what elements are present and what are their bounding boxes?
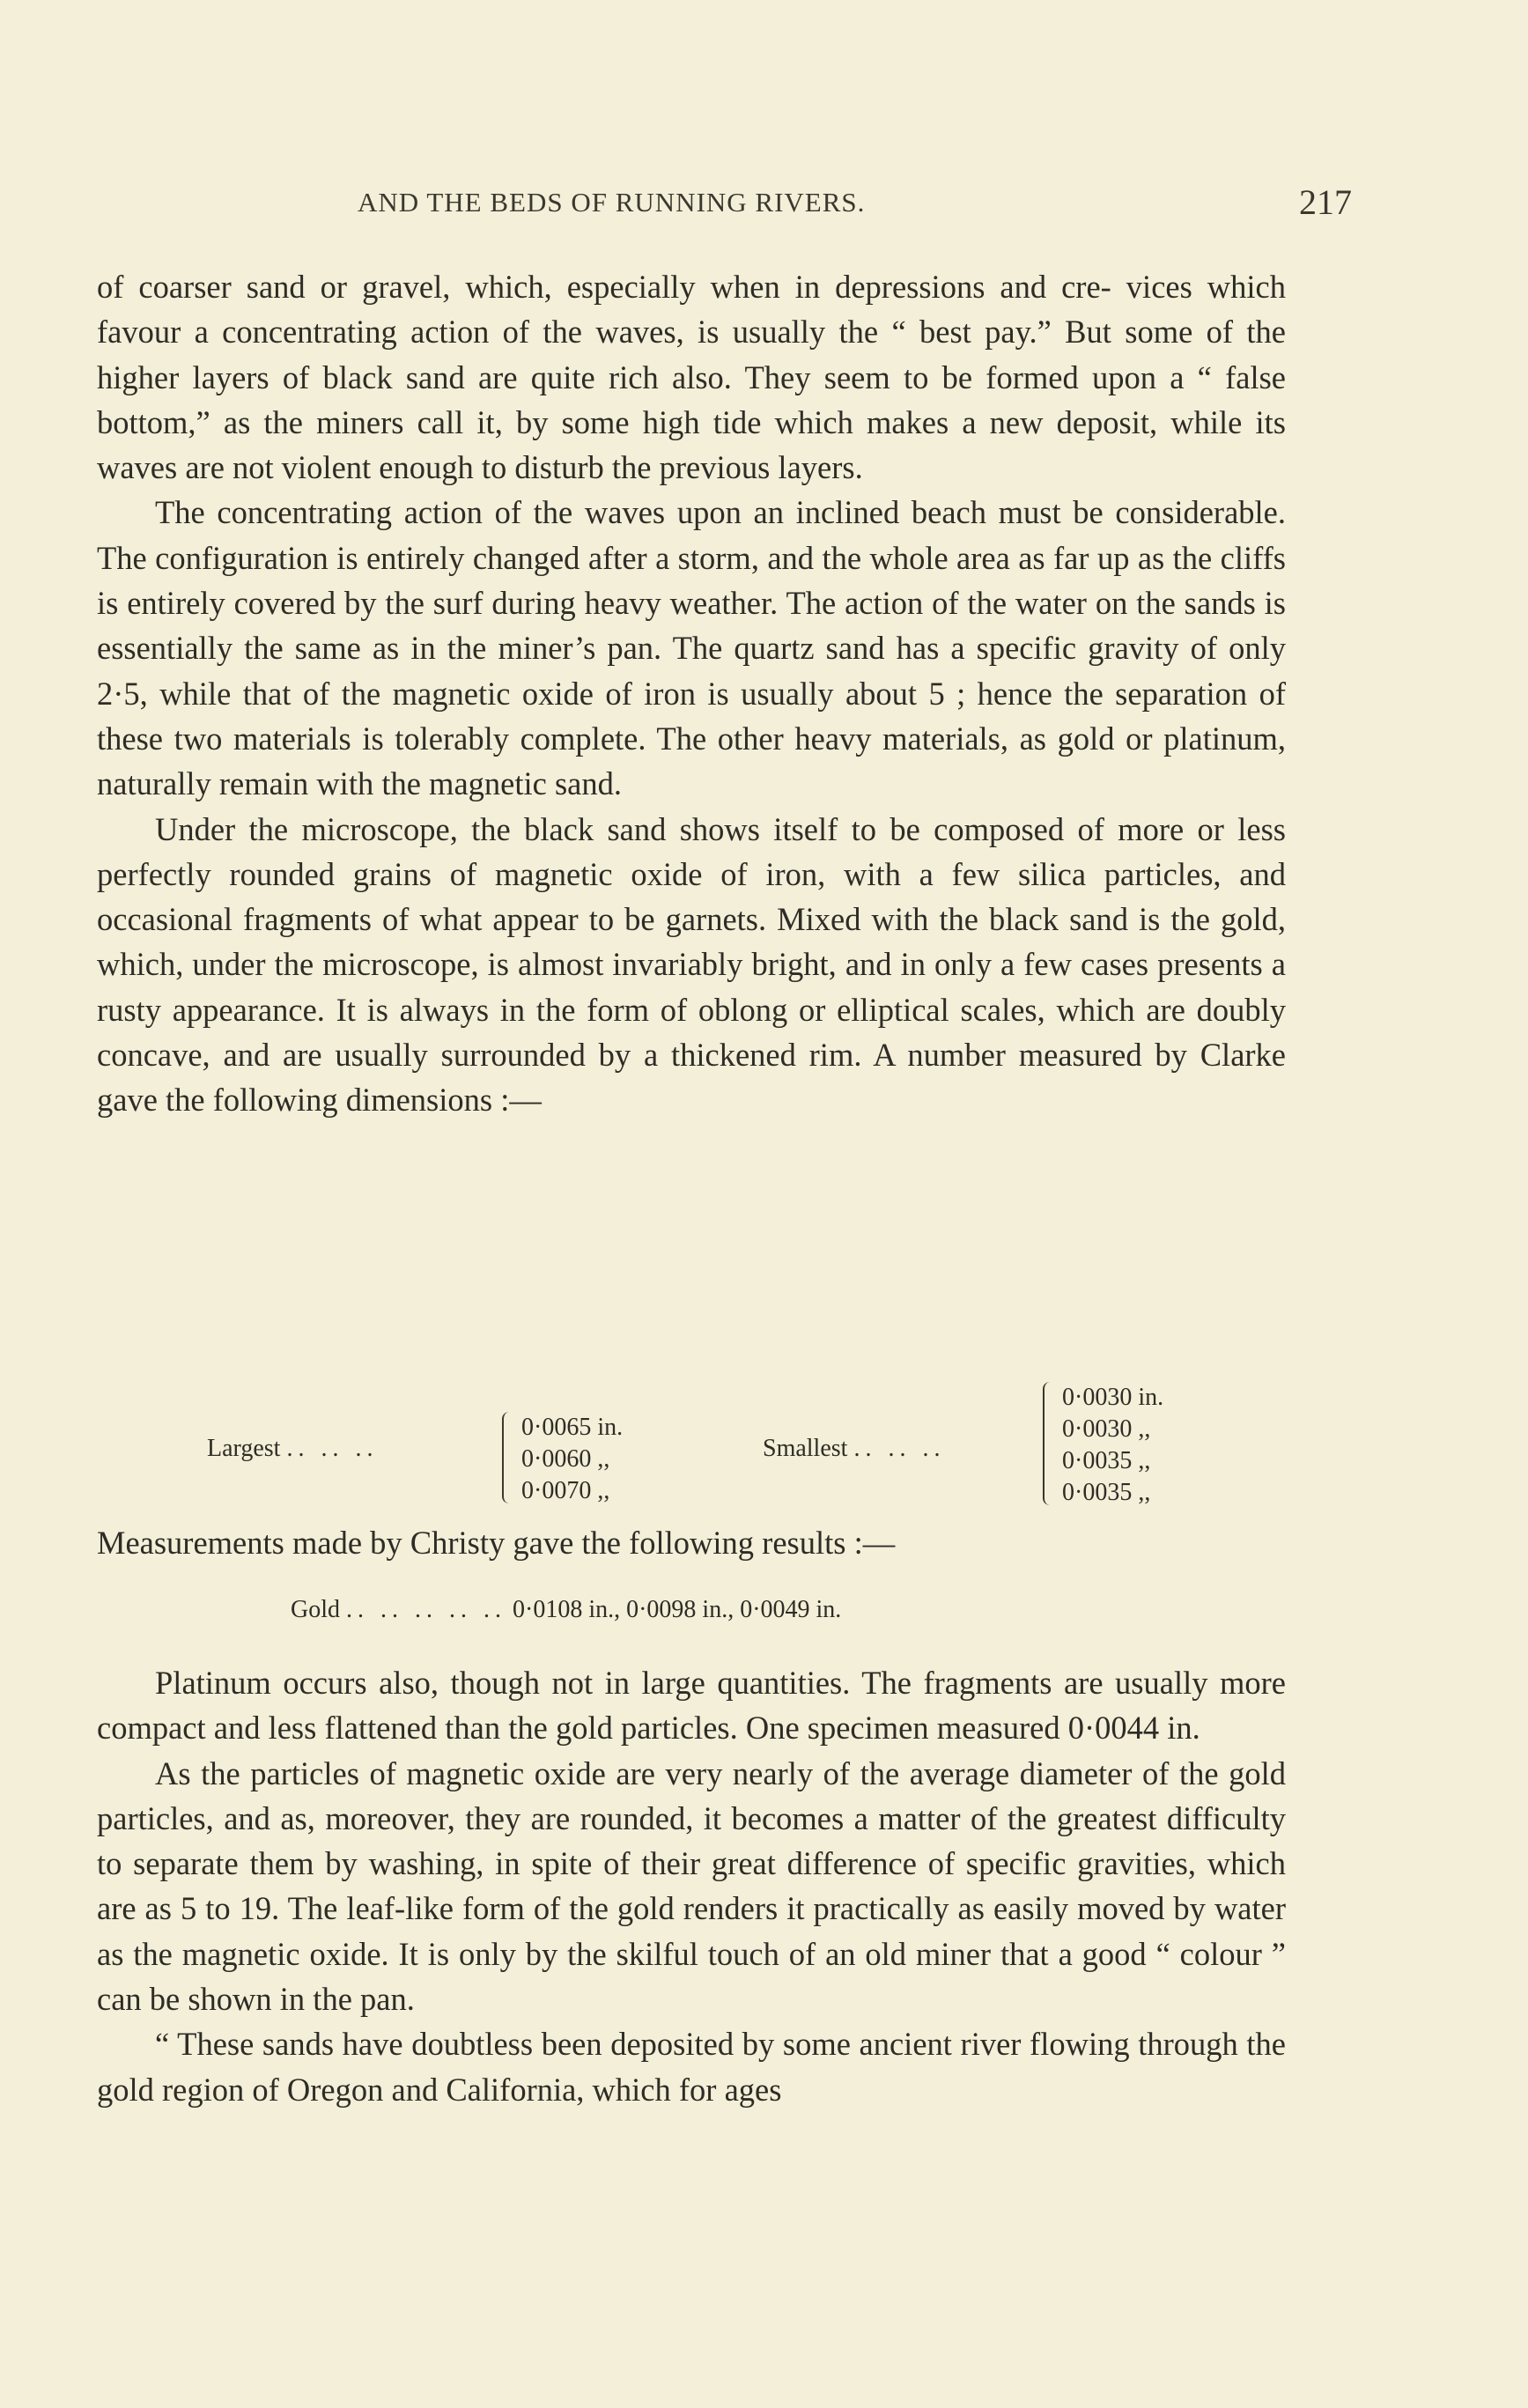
smallest-row-label: Smallest .. .. ..	[763, 1435, 946, 1462]
brace-smallest	[1043, 1382, 1057, 1505]
leader-dots: .. .. ..	[286, 1435, 379, 1462]
page-number: 217	[1299, 182, 1352, 222]
gold-label: Gold	[291, 1596, 340, 1623]
paragraph: Platinum occurs also, though not in large quantities. The fragments are usually more compact and less flattened than the gold particles. One specimen measured 0·0044 in.	[97, 1665, 1286, 1747]
paragraph: As the particles of magnetic oxide are very nearly of the average diameter of the gold particles, and as, moreover, they are rounded, it becomes a matter of the greatest difficulty to separate them by washing, in spite of their great difference of specific gravities, which are as 5 to 19. The leaf-like form of the gold renders it practically as easily moved by water as the magnetic oxide. It is only by the skilful touch of an old miner that a good “ colour ” can be shown in the pan.	[97, 1754, 1286, 2018]
leader-dots: .. .. ..	[853, 1435, 946, 1462]
paragraph: The concentrating action of the waves upon an inclined beach must be considerable. The configuration is entirely changed after a storm, and the whole area as far up as the cliffs is entirely covered by the surf during heavy weather. The action of the water on the sands is essentially the same as in the miner’s pan. The quartz sand has a specific gravity of only 2·5, while that of the magnetic oxide of iron is usually about 5 ; hence the separation of these two materials is tolerably complete. The other heavy materials, as gold or platinum, naturally remain with the magnetic sand.	[97, 494, 1286, 802]
gold-measurements-row	[291, 1596, 841, 1624]
brace-largest	[502, 1412, 516, 1503]
value: 0·0065 in.	[521, 1414, 624, 1441]
book-page	[97, 176, 1352, 2108]
body-text-top	[97, 264, 1286, 1123]
smallest-values	[1062, 1382, 1163, 1509]
paragraph: of coarser sand or gravel, which, especially when in depressions and cre- vices which favour a concentrating action of the waves, is usually the “ best pay.” But some of the higher layers of black sand are quite rich also. They seem to be formed upon a “ false bottom,” as the miners call it, by some high tide which makes a new deposit, while its waves are not violent enough to disturb the previous layers.	[97, 269, 1286, 486]
value: 0·0030 ,,	[1062, 1415, 1151, 1443]
value: 0·0035 ,,	[1062, 1447, 1151, 1474]
running-head: AND THE BEDS OF RUNNING RIVERS.	[358, 187, 866, 218]
paragraph: “ These sands have doubtless been deposited by some ancient river flowing through the gold region of Oregon and California, which for ages	[97, 2026, 1286, 2108]
page-header	[97, 176, 1352, 229]
christy-intro: Measurements made by Christy gave the following results :—	[97, 1525, 896, 1561]
value: 0·0060 ,,	[521, 1445, 610, 1473]
largest-row-label: Largest .. .. ..	[207, 1435, 379, 1462]
largest-values	[521, 1412, 623, 1507]
value: 0·0070 ,,	[521, 1477, 610, 1504]
value: 0·0035 ,,	[1062, 1479, 1151, 1506]
leader-dots: .. .. .. .. ..	[346, 1596, 506, 1623]
paragraph: Under the microscope, the black sand shows itself to be composed of more or less perfectly rounded grains of magnetic oxide of iron, with a few silica particles, and occasional fragments of what appear to be garnets. Mixed with the black sand is the gold, which, under the microscope, is almost invariably bright, and in only a few cases presents a rusty appearance. It is always in the form of oblong or elliptical scales, which are doubly concave, and are usually surrounded by a thickened rim. A number measured by Clarke gave the following dimensions :—	[97, 810, 1286, 1119]
value: 0·0030 in.	[1062, 1384, 1164, 1411]
body-text-bottom	[97, 1660, 1286, 2112]
clarke-measurements-table	[97, 1378, 1286, 1511]
gold-values: 0·0108 in., 0·0098 in., 0·0049 in.	[513, 1596, 842, 1623]
